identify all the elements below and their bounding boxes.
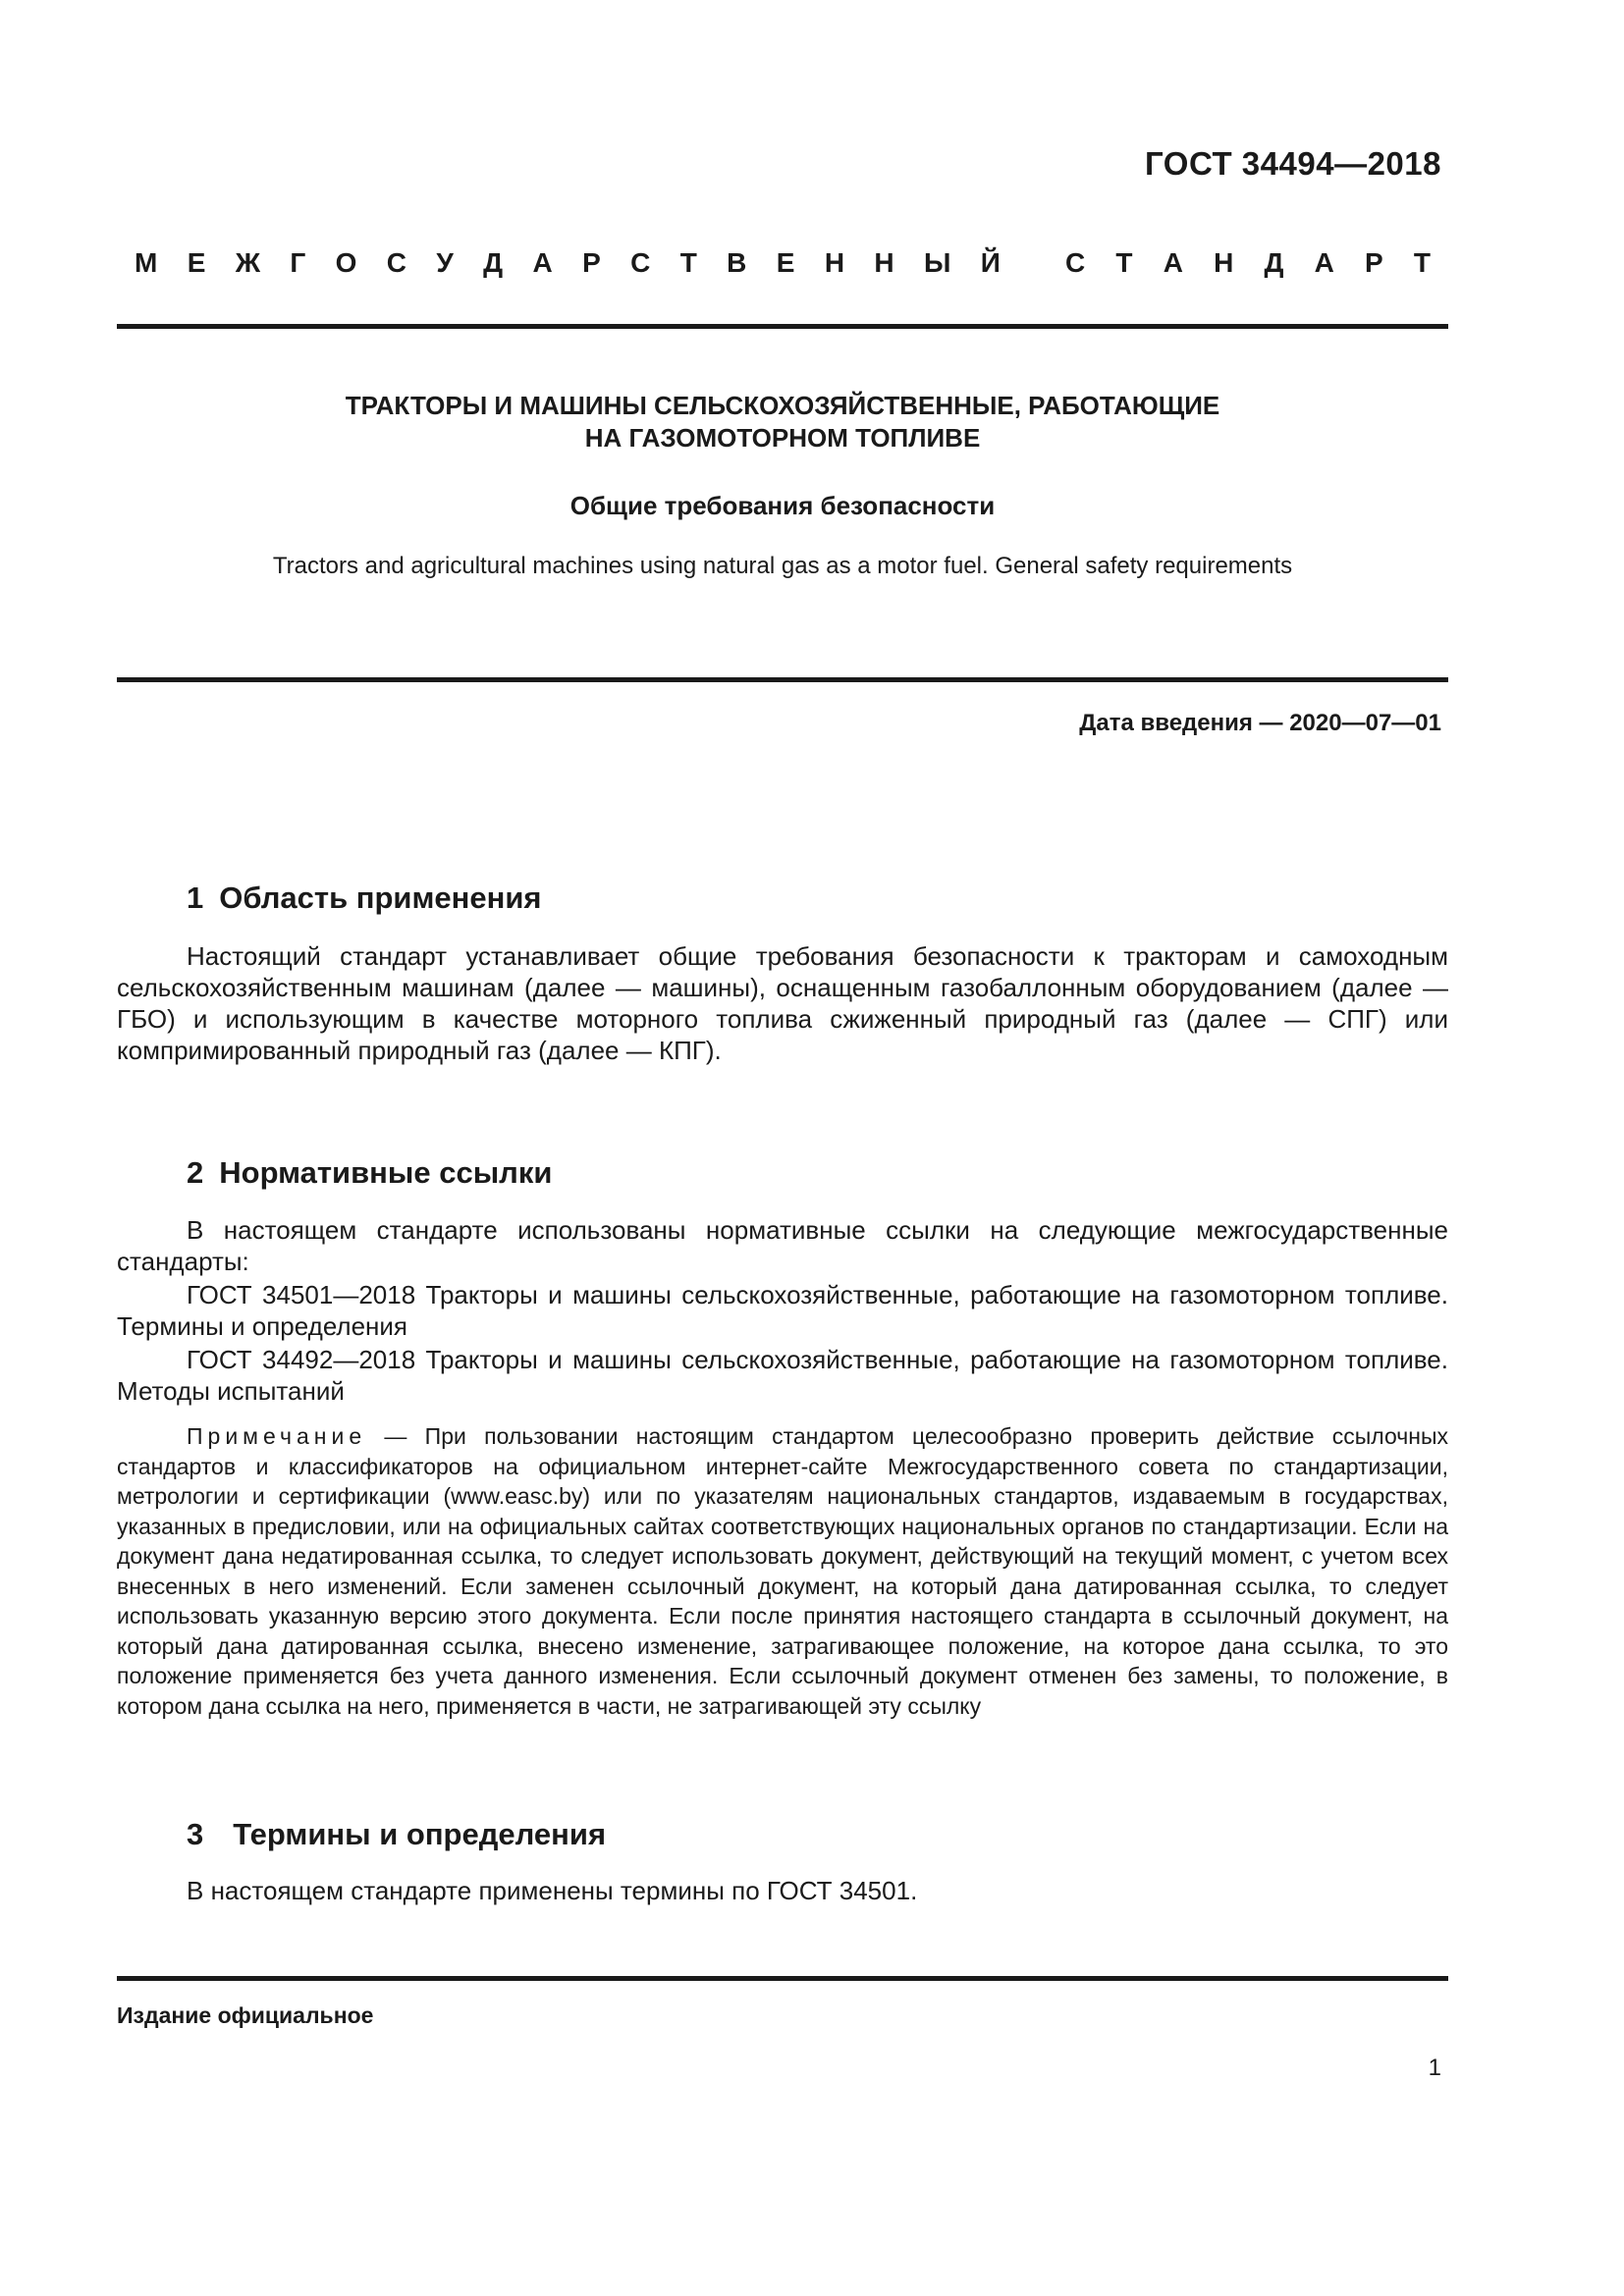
banner-letter: Н [1214,247,1234,278]
banner-letter: В [727,247,747,278]
title-line: ТРАКТОРЫ И МАШИНЫ СЕЛЬСКОХОЗЯЙСТВЕННЫЕ, РАБОТАЮЩИЕ [345,391,1220,420]
section-3-heading [187,1817,606,1852]
header-rule [117,324,1448,329]
banner-letter: Т [1413,247,1431,278]
banner-letter: Т [679,247,697,278]
banner-letter: С [1065,247,1086,278]
note-text: — При пользовании настоящим стандартом целесообразно проверить действие ссылочных стандартов и классификаторов на официальном интернет-сайте Межгосударственного совета по стандартизации, метрологии и сертификации (www.easc.by) или по указателям национальных стандартов, издаваемым в государствах, указанных в предисловии, или на официальных сайтах соответствующих национальных органов по стандартизации. Если на документ дана недатированная ссылка, то следует использовать документ, действующий на текущий момент, с учетом всех внесенных в него изменений. Если заменен ссылочный документ, на который дана датированная ссылка, то следует использовать указанную версию этого документа. Если после принятия настоящего стандарта в ссылочный документ, на который дана датированная ссылка, внесено изменение, затрагивающее положение, на которое дана ссылка, то это положение применяется без учета данного изменения. Если ссылочный документ отменен без замены, то положение, в котором дана ссылка на него, применяется в части, не затрагивающей эту ссылку [117,1423,1448,1719]
section-2-note [117,1421,1448,1721]
section-title: Термины и определения [233,1817,607,1851]
section-2-reference-1 [117,1279,1448,1342]
english-title: Tractors and agricultural machines using natural gas as a motor fuel. General safety requirements [272,553,1293,579]
section-title: Нормативные ссылки [219,1155,553,1190]
section-number: 2 [187,1155,204,1190]
banner-letter: С [630,247,651,278]
document-title [117,390,1448,454]
section-2-reference-2 [117,1344,1448,1407]
paragraph-text: Настоящий стандарт устанавливает общие требования безопасности к тракторам и самоходным сельскохозяйственным машинам (далее — машины), оснащенным газобаллонным оборудованием (далее — ГБО) и использующим в качестве моторного топлива сжиженный природный газ (далее — СПГ) или компримированный природный газ (далее — КПГ). [117,941,1448,1065]
reference-text: ГОСТ 34492—2018 Тракторы и машины сельскохозяйственные, работающие на газомоторном топливе. Методы испытаний [117,1345,1448,1406]
reference-text: ГОСТ 34501—2018 Тракторы и машины сельскохозяйственные, работающие на газомоторном топливе. Термины и определения [117,1280,1448,1341]
note-label: Примечание [187,1423,367,1449]
section-3-text [117,1875,1448,1906]
paragraph-text: В настоящем стандарте использованы нормативные ссылки на следующие межгосударственные стандарты: [117,1215,1448,1276]
banner-letter: Д [483,247,504,278]
interstate-standard-banner [135,247,1431,279]
banner-letter: Н [824,247,845,278]
banner-letter: У [436,247,454,278]
section-1-heading [187,881,542,916]
interstate-word [135,247,1001,279]
title-line: НА ГАЗОМОТОРНОМ ТОПЛИВЕ [584,423,981,453]
banner-letter: О [335,247,357,278]
section-number: 1 [187,881,204,915]
banner-letter: А [1163,247,1183,278]
banner-letter: Й [980,247,1001,278]
banner-letter: Д [1264,247,1284,278]
banner-letter: Т [1115,247,1133,278]
banner-letter: Е [776,247,795,278]
banner-letter: Р [1365,247,1383,278]
banner-letter: Ж [235,247,261,278]
banner-letter: А [1314,247,1334,278]
section-number: 3 [187,1817,204,1851]
gost-number: ГОСТ 34494—2018 [1145,145,1441,182]
official-edition-label: Издание официальное [117,2002,374,2028]
section-2-intro [117,1214,1448,1277]
document-subtitle: Общие требования безопасности [569,491,996,520]
title-rule [117,677,1448,682]
section-2-heading [187,1155,552,1191]
paragraph-text: В настоящем стандарте применены термины по ГОСТ 34501. [187,1876,918,1905]
footer-rule [117,1976,1448,1981]
banner-letter: С [386,247,407,278]
page-number: 1 [1428,2055,1441,2081]
banner-letter: Г [290,247,306,278]
banner-letter: Н [874,247,894,278]
standard-word [1065,247,1431,279]
banner-letter: М [135,247,158,278]
banner-letter: Р [582,247,601,278]
introduction-date: Дата введения — 2020—07—01 [1079,710,1441,736]
banner-letter: Е [187,247,206,278]
banner-letter: А [532,247,553,278]
section-title: Область применения [219,881,542,915]
banner-letter: Ы [924,247,951,278]
section-1-text [117,940,1448,1066]
